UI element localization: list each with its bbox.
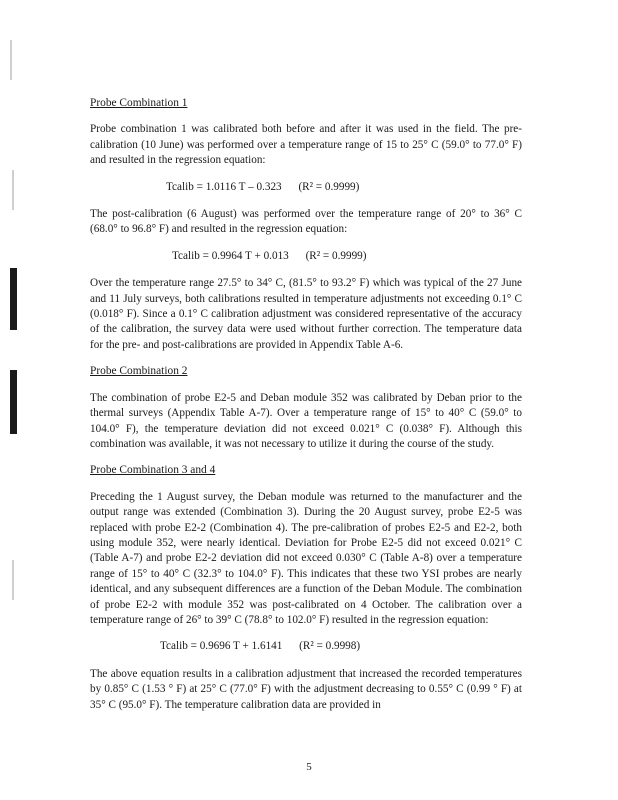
equation-r2: (R² = 0.9998) xyxy=(299,640,361,653)
equation-r2: (R² = 0.9999) xyxy=(298,180,360,193)
equation xyxy=(90,180,522,195)
section-heading: Probe Combination 2 xyxy=(90,365,188,378)
section-probe-combination-1 xyxy=(90,96,522,353)
equation-formula: Tcalib = 1.0116 T – 0.323 xyxy=(166,180,282,193)
margin-bar-2 xyxy=(10,370,17,434)
paragraph: Preceding the 1 August survey, the Deban module was returned to the manufacturer and the output range was extended (Combination 3). During the 20 August survey, probe E2-5 was replaced with probe E2-2 (Combination 4). The pre-calibration of probes E2-5 and E2-2, both using module 352, were nearly identical. Deviation for Probe E2-5 did not exceed 0.021° C (Table A-7) and probe E2-2 deviation did not exceed 0.030° C (Table A-8) over a temperature range of 15° to 40° C (32.3° to 104.0° F). This indicates that these two YSI probes are nearly identical, and any subsequent differences are a function of the Deban Module. The combination of probe E2-2 with module 352 was post-calibrated on 4 October. The calibration over a temperature range of 26° to 39° C (78.8° to 102.0° F) resulted in the regression equation: xyxy=(90,490,522,626)
paragraph: Probe combination 1 was calibrated both before and after it was used in the field. The pre-calibration (10 June) was performed over a temperature range of 15 to 25° C (59.0° to 77.0° F) and resulted in the regression equation: xyxy=(90,123,522,167)
section-heading: Probe Combination 3 and 4 xyxy=(90,464,216,477)
paragraph: Over the temperature range 27.5° to 34° C, (81.5° to 93.2° F) which was typical of the 27 June and 11 July surveys, both calibrations resulted in temperature adjustments not exceeding 0.1° C (0.018° F). Since a 0.1° C calibration adjustment was considered representative of the accuracy of the calibration, the survey data were used without further correction. The temperature data for the pre- and post-calibrations are provided in Appendix Table A-6. xyxy=(90,277,522,351)
paragraph: The post-calibration (6 August) was performed over the temperature range of 20° to 36° C (68.0° to 96.8° F) and resulted in the regression equation: xyxy=(90,208,522,236)
margin-mark-faint-1 xyxy=(10,40,12,80)
equation-formula: Tcalib = 0.9964 T + 0.013 xyxy=(172,249,289,262)
equation-formula: Tcalib = 0.9696 T + 1.6141 xyxy=(160,640,283,653)
section-heading: Probe Combination 1 xyxy=(90,97,188,109)
margin-mark-faint-3 xyxy=(12,560,14,600)
equation xyxy=(90,639,522,654)
margin-bar-1 xyxy=(10,268,17,330)
equation xyxy=(90,249,522,264)
paragraph: The combination of probe E2-5 and Deban module 352 was calibrated by Deban prior to the thermal surveys (Appendix Table A-7). Over a temperature range of 15° to 40° C (59.0° to 104.0° F), the temperature deviation did not exceed 0.021° C (0.038° F). Although this combination was available, it was not necessary to utilize it during the course of the study. xyxy=(90,391,522,450)
section-probe-combination-3-4 xyxy=(90,463,522,713)
paragraph: The above equation results in a calibration adjustment that increased the recorded temperatures by 0.85° C (1.53 ° F) at 25° C (77.0° F) with the adjustment decreasing to 0.55° C (0.99 ° F) at 35° C (95.0° F). The temperature calibration data are provided in xyxy=(90,667,522,711)
page-number: 5 xyxy=(306,761,312,773)
section-probe-combination-2 xyxy=(90,364,522,452)
document-body xyxy=(90,96,522,724)
margin-mark-faint-2 xyxy=(12,170,14,210)
equation-r2: (R² = 0.9999) xyxy=(305,249,367,262)
